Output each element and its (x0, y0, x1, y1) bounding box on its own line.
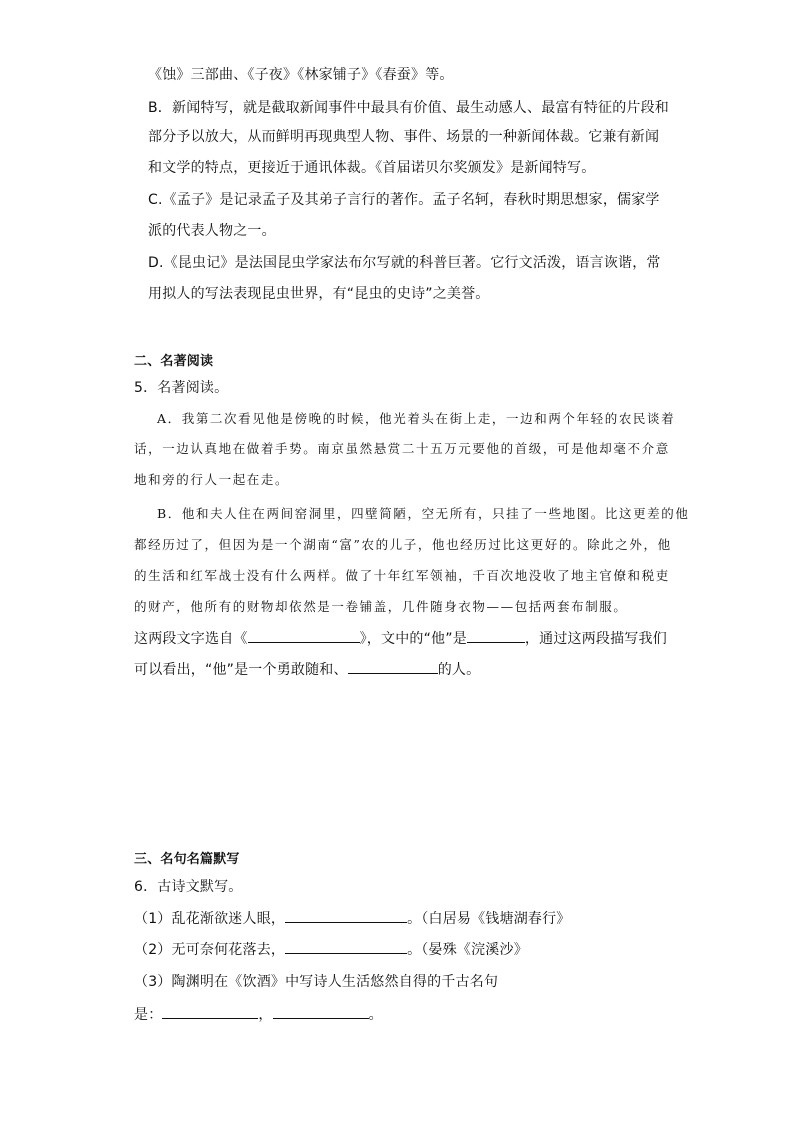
poem-item-2-text: （2）无可奈何花落去， (134, 942, 286, 958)
option-c-line-2: 派的代表人物之一。 (148, 223, 276, 239)
option-d-line-2: 用拟人的写法表现昆虫世界，有“昆虫的史诗”之美誉。 (148, 286, 490, 302)
option-b-line-3: 和文学的特点，更接近于通讯体裁。《首届诺贝尔奖颁发》是新闻特写。 (148, 160, 596, 176)
question-5-prompt-line-2 (134, 659, 480, 680)
question-5-prompt-line-1 (134, 628, 667, 649)
passage-b-line-2: 都经历过了，但因为是一个湖南“富”农的儿子，他也经历过比这更好的。除此之外，他 (134, 537, 672, 552)
prompt-text-2: 》，文中的“他”是 (359, 631, 467, 647)
poem-item-3-blank-1[interactable] (162, 1004, 258, 1019)
poem-item-2-source: 。（晏殊《浣溪沙》 (407, 942, 528, 958)
poem-item-3: （3）陶渊明在《饮酒》中写诗人生活悠然自得的千古名句 (134, 974, 499, 990)
poem-item-3-separator: ， (258, 1007, 273, 1023)
question-6-label: 6．古诗文默写。 (134, 879, 243, 895)
option-c-line-1: C.《孟子》是记录孟子及其弟子言行的著作。孟子名轲，春秋时期思想家，儒家学 (148, 192, 660, 208)
poem-item-1-text: （1）乱花渐欲迷人眼， (134, 911, 286, 927)
poem-item-1-source: 。（白居易《钱塘湖春行》 (407, 911, 571, 927)
passage-b-line-1: B．他和夫人住在两间窑洞里，四壁简陋，空无所有，只挂了一些地图。比这更差的他 (157, 506, 690, 521)
option-b-line-1: B．新闻特写，就是截取新闻事件中最具有价值、最生动感人、最富有特征的片段和 (148, 100, 670, 116)
passage-b-line-4: 的财产，他所有的财物却依然是一卷铺盖，几件随身衣物——包括两套布制服。 (134, 599, 628, 614)
poem-item-3-end: 。 (368, 1007, 383, 1023)
passage-a-line-3: 地和旁的行人一起在走。 (134, 472, 290, 487)
question-5-label: 5．名著阅读。 (134, 380, 229, 396)
section-2-heading: 二、名著阅读 (134, 354, 214, 369)
passage-a-line-1: A．我第二次看见他是傍晚的时候，他光着头在街上走，一边和两个年轻的农民谈着 (157, 411, 676, 426)
prompt-text-3: ，通过这两段描写我们 (524, 631, 667, 647)
passage-b-line-3: 的生活和红军战士没有什么两样。做了十年红军领袖，千百次地没收了地主官僚和税吏 (134, 568, 670, 583)
poem-item-1-blank[interactable] (285, 908, 407, 923)
option-d-line-1: D.《昆虫记》是法国昆虫学家法布尔写就的科普巨著。它行文活泼，语言诙谐，常 (148, 255, 661, 271)
section-3-heading: 三、名句名篇默写 (134, 852, 240, 867)
character-name-blank[interactable] (467, 628, 525, 643)
poem-item-2-blank[interactable] (285, 939, 407, 954)
prompt-text-4: 可以看出，“他”是一个勇敢随和、 (134, 662, 348, 678)
poem-item-2 (134, 939, 528, 960)
poem-item-1 (134, 908, 571, 929)
character-trait-blank[interactable] (348, 659, 438, 674)
passage-a-line-2: 话，一边认真地在做着手势。南京虽然悬赏二十五万元要他的首级，可是他却毫不介意 (134, 441, 670, 456)
prompt-text-5: 的人。 (437, 662, 481, 678)
poem-item-3-blank-2[interactable] (273, 1004, 369, 1019)
poem-item-3-answer (134, 1004, 383, 1025)
poem-item-3-prefix: 是： (134, 1007, 163, 1023)
option-a-tail: 《蚀》三部曲、《子夜》《林家铺子》《春蚕》等。 (148, 67, 454, 83)
option-b-line-2: 部分予以放大，从而鲜明再现典型人物、事件、场景的一种新闻体裁。它兼有新闻 (148, 129, 660, 145)
book-title-blank[interactable] (248, 628, 360, 643)
prompt-text-1: 这两段文字选自《 (134, 631, 248, 647)
